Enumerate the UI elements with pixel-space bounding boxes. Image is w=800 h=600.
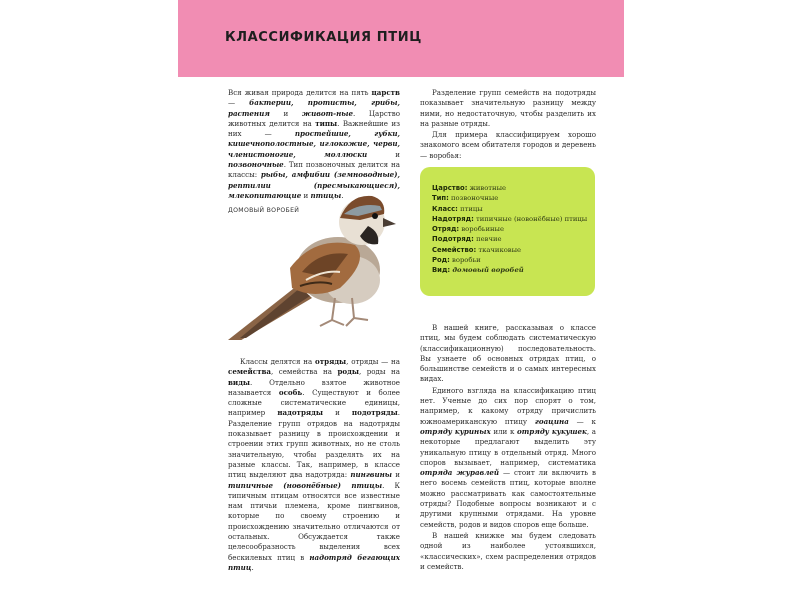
term: бактерии, протисты, грибы, растения bbox=[228, 98, 400, 118]
rank-label: Вид: bbox=[432, 266, 451, 275]
classification-row bbox=[432, 214, 587, 224]
book-approach-text bbox=[420, 323, 596, 572]
text-span: Единого взгляда на классификацию птиц нет. Ученые до сих пор спорят о том, например, к какому отряду причислить южноамериканскую птицу bbox=[420, 385, 596, 426]
rank-value: птицы bbox=[460, 204, 483, 213]
text-span: — стоит ли включить в него восемь семейств птиц, которые вполне можно рассматривать как самостоятельные отряды? Подобные вопросы возникают и с другими крупными отрядами. На уровне семейств, родов и видов споров еще больше. bbox=[420, 468, 596, 529]
term: виды bbox=[228, 377, 251, 387]
text-span: Вся живая природа делится на пять bbox=[228, 88, 372, 97]
term: типы bbox=[315, 118, 338, 128]
taxonomy-text bbox=[228, 357, 400, 573]
text-span: и bbox=[367, 149, 400, 159]
rank-value: воробьи bbox=[452, 256, 481, 265]
rank-label: Класс: bbox=[432, 204, 458, 213]
paragraph: В нашей книжке мы будем следовать одной из наиболее устоявшихся, «классических», схем распределения отрядов и семейств. bbox=[420, 530, 596, 571]
term: типичные (новонёбные) птицы bbox=[228, 480, 383, 490]
text-span: . Разделение групп отрядов на надотряды показывает разницу в происхождении и строении этих групп животных, но не столь значительную, чтобы разделять их на разные классы. Так, например, в классе птиц выделяют два надотряда: bbox=[228, 408, 400, 480]
text-span: — к bbox=[568, 416, 596, 426]
paragraph: В нашей книге, рассказывая о классе птиц, мы будем соблюдать систематическую (классификационную) последовательность. Вы узнаете об основных отрядах птиц, о большинстве семейств и о самых интересных видах. bbox=[420, 323, 596, 384]
classification-row bbox=[432, 234, 587, 244]
term: царств bbox=[371, 88, 400, 97]
text-span: , а некоторые предлагают выделить эту уникальную птицу в отдельный отряд. Много споров вызывает, например, систематика bbox=[420, 426, 596, 467]
rank-label: Отряд: bbox=[432, 225, 460, 234]
term: надотряды bbox=[277, 408, 323, 418]
classification-box bbox=[420, 167, 595, 296]
classification-row bbox=[432, 193, 587, 203]
rank-value: типичные (новонёбные) птицы bbox=[475, 214, 588, 223]
term: гоацина bbox=[534, 416, 569, 426]
paragraph bbox=[420, 386, 596, 530]
term: подотряды bbox=[351, 408, 398, 418]
rank-value: воробьиные bbox=[461, 225, 504, 234]
term: особь bbox=[278, 387, 303, 397]
term: отряды bbox=[315, 357, 347, 366]
term: отряду кукушек bbox=[517, 426, 587, 436]
classification-row bbox=[432, 255, 587, 265]
term: семейства bbox=[228, 367, 272, 377]
rank-label: Подотряд: bbox=[432, 235, 474, 244]
term: позвоночные bbox=[228, 160, 284, 170]
text-span: и bbox=[392, 470, 400, 480]
rank-value: животные bbox=[469, 184, 507, 192]
term: отряду куриных bbox=[420, 426, 491, 436]
paragraph: Разделение групп семейств на подотряды показывает значительную разницу между ними, но недостаточную, чтобы разделить их на разные отряды. bbox=[420, 88, 596, 128]
term: простейшие, губки, кишечнополостные, иглокожие, черви, членистоногие, моллюски bbox=[228, 129, 401, 159]
text-span: Классы делятся на bbox=[240, 357, 315, 366]
rank-label: Тип: bbox=[432, 194, 449, 203]
term: птицы bbox=[310, 190, 342, 200]
text-span: . Царство животных делится на bbox=[228, 108, 400, 128]
page-title: КЛАССИФИКАЦИЯ ПТИЦ bbox=[225, 30, 422, 45]
text-span: . К типичным птицам относятся все известные нам птичьи племена, кроме пингвинов, которые по своему строению и происхождению значительно отличаются от остальных. Обсуждается также целесообразность выделения всех бескилевых птиц в bbox=[228, 480, 400, 562]
rank-value: домовый воробей bbox=[452, 266, 524, 275]
rank-label: Царство: bbox=[432, 184, 468, 192]
text-span: , семейства на bbox=[271, 367, 338, 377]
classification-row bbox=[432, 224, 587, 234]
rank-label: Род: bbox=[432, 256, 450, 265]
rank-value: певчие bbox=[476, 235, 502, 244]
header-banner bbox=[178, 0, 624, 77]
term: пингвины bbox=[350, 470, 393, 480]
text-span: . Важнейшие из них — bbox=[228, 118, 400, 139]
bird-caption: ДОМОВЫЙ ВОРОБЕЙ bbox=[228, 207, 300, 214]
rank-label: Семейство: bbox=[432, 245, 477, 254]
classification-row bbox=[432, 204, 587, 214]
text-span: . Отдельно взятое животное называется bbox=[228, 377, 400, 397]
sparrow-illustration bbox=[220, 180, 400, 340]
classification-row bbox=[432, 245, 587, 255]
text-span: . bbox=[341, 190, 344, 200]
text-span: и bbox=[323, 408, 352, 418]
classification-list bbox=[432, 183, 587, 276]
text-span: и bbox=[269, 108, 302, 118]
text-span: , роды на bbox=[358, 367, 400, 377]
classification-row bbox=[432, 183, 587, 193]
rank-label: Надотряд: bbox=[432, 214, 474, 223]
classification-row bbox=[432, 265, 587, 275]
paragraph: Для примера классифицируем хорошо знакомого всем обитателя городов и деревень — воробья: bbox=[420, 130, 596, 160]
text-span: , отряды — на bbox=[346, 357, 400, 366]
term: живот-ные bbox=[301, 108, 353, 118]
text-span: . Тип позвоночных делится на классы: bbox=[228, 160, 400, 180]
term: роды bbox=[337, 367, 359, 377]
rank-value: позвоночные bbox=[451, 194, 499, 203]
text-span: . Существуют и более сложные систематические единицы, например bbox=[228, 387, 400, 418]
term: отряда журавлей bbox=[420, 468, 500, 478]
taxonomy-paragraph bbox=[228, 357, 400, 573]
text-span: или к bbox=[490, 426, 518, 436]
subordo-text bbox=[420, 88, 596, 161]
text-span: — bbox=[228, 98, 250, 108]
text-span: . bbox=[251, 562, 254, 572]
term: надотряд бегающих птиц bbox=[228, 552, 400, 572]
rank-value: ткачиковые bbox=[478, 245, 522, 254]
text-span: и bbox=[301, 190, 311, 200]
term: рыбы, амфибии (земноводные), рептилии (пресмыкающиеся), млекопитающие bbox=[228, 170, 401, 200]
